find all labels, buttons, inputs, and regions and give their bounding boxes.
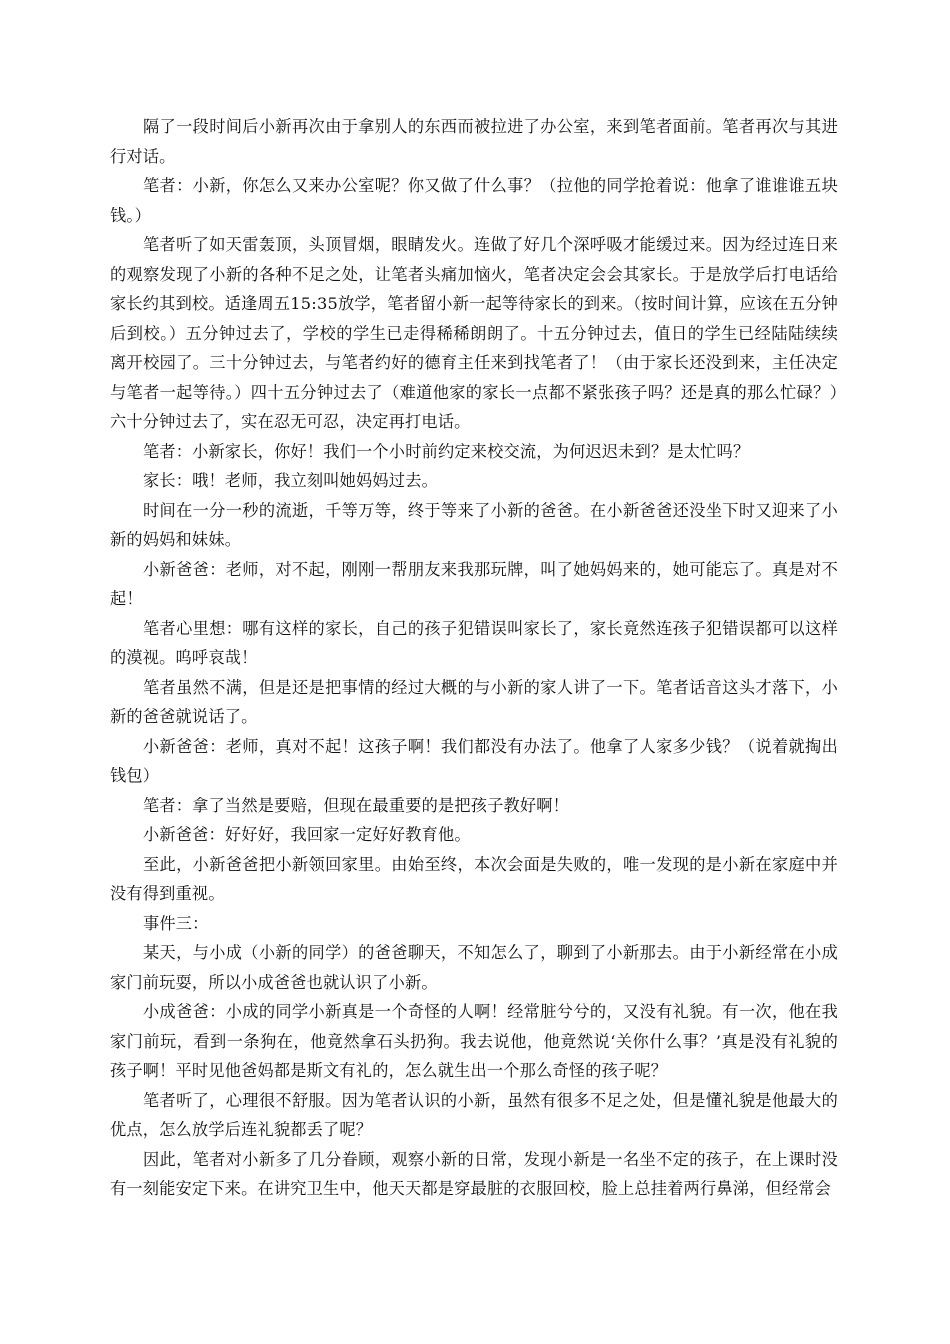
paragraph-17: 笔者听了，心理很不舒服。因为笔者认识的小新，虽然有很多不足之处，但是懂礼貌是他最大的优点，怎么放学后连礼貌都丢了呢？ <box>110 1090 838 1139</box>
paragraph-12: 小新爸爸：好好好，我回家一定好好教育他。 <box>143 825 471 844</box>
paragraph-11: 笔者：拿了当然是要赔，但现在最重要的是把孩子教好啊！ <box>143 795 570 815</box>
paragraph-1: 隔了一段时间后小新再次由于拿别人的东西而被拉进了办公室，来到笔者面前。笔者再次与其进行对话。 <box>110 117 838 166</box>
document-body <box>110 112 838 1204</box>
section-heading-event-3: 事件三： <box>143 913 209 933</box>
paragraph-3: 笔者听了如天雷轰顶，头顶冒烟，眼睛发火。连做了好几个深呼吸才能缓过来。因为经过连日来的观察发现了小新的各种不足之处，让笔者头痛加恼火，笔者决定会会其家长。于是放学后打电话给家长约其到校。适逢周五15:35放学，笔者留小新一起等待家长的到来。（按时间计算，应该在五分钟后到校。）五分钟过去了，学校的学生已走得稀稀朗朗了。十五分钟过去，值日的学生已经陆陆续续离开校园了。三十分钟过去，与笔者约好的德育主任来到找笔者了！（由于家长还没到来，主任决定与笔者一起等待。）四十五分钟过去了（难道他家的家长一点都不紧张孩子吗？还是真的那么忙碌？）六十分钟过去了，实在忍无可忍，决定再打电话。 <box>110 235 838 431</box>
paragraph-9: 笔者虽然不满，但是还是把事情的经过大概的与小新的家人讲了一下。笔者话音这头才落下，小新的爸爸就说话了。 <box>110 677 838 726</box>
paragraph-16: 小成爸爸：小成的同学小新真是一个奇怪的人啊！经常脏兮兮的，又没有礼貌。有一次，他在我家门前玩，看到一条狗在，他竟然拿石头扔狗。我去说他，他竟然说‘关你什么事？’真是没有礼貌的孩子啊！平时见他爸妈都是斯文有礼的，怎么就生出一个那么奇怪的孩子呢？ <box>110 1002 838 1080</box>
paragraph-4: 笔者：小新家长，你好！我们一个小时前约定来校交流，为何迟迟未到？是太忙吗？ <box>143 441 750 461</box>
paragraph-18: 因此，笔者对小新多了几分眷顾，观察小新的日常，发现小新是一名坐不定的孩子，在上课时没有一刻能安定下来。在讲究卫生中，他天天都是穿最脏的衣服回校，脸上总挂着两行鼻涕，但经常会 <box>110 1149 838 1198</box>
paragraph-10: 小新爸爸：老师，真对不起！这孩子啊！我们都没有办法了。他拿了人家多少钱？（说着就掏出钱包） <box>110 736 838 785</box>
paragraph-15: 某天，与小成（小新的同学）的爸爸聊天，不知怎么了，聊到了小新那去。由于小新经常在小成家门前玩耍，所以小成爸爸也就认识了小新。 <box>110 943 838 992</box>
paragraph-6: 时间在一分一秒的流逝，千等万等，终于等来了小新的爸爸。在小新爸爸还没坐下时又迎来了小新的妈妈和妹妹。 <box>110 500 838 549</box>
paragraph-13: 至此，小新爸爸把小新领回家里。由始至终，本次会面是失败的，唯一发现的是小新在家庭中并没有得到重视。 <box>110 854 838 903</box>
paragraph-2: 笔者：小新，你怎么又来办公室呢？你又做了什么事？（拉他的同学抢着说：他拿了谁谁谁五块钱。） <box>110 176 838 225</box>
paragraph-8: 笔者心里想：哪有这样的家长，自己的孩子犯错误叫家长了，家长竟然连孩子犯错误都可以这样的漠视。呜呼哀哉！ <box>110 618 838 667</box>
paragraph-5: 家长：哦！老师，我立刻叫她妈妈过去。 <box>143 471 438 490</box>
paragraph-7: 小新爸爸：老师，对不起，刚刚一帮朋友来我那玩牌，叫了她妈妈来的，她可能忘了。真是对不起！ <box>110 559 838 608</box>
